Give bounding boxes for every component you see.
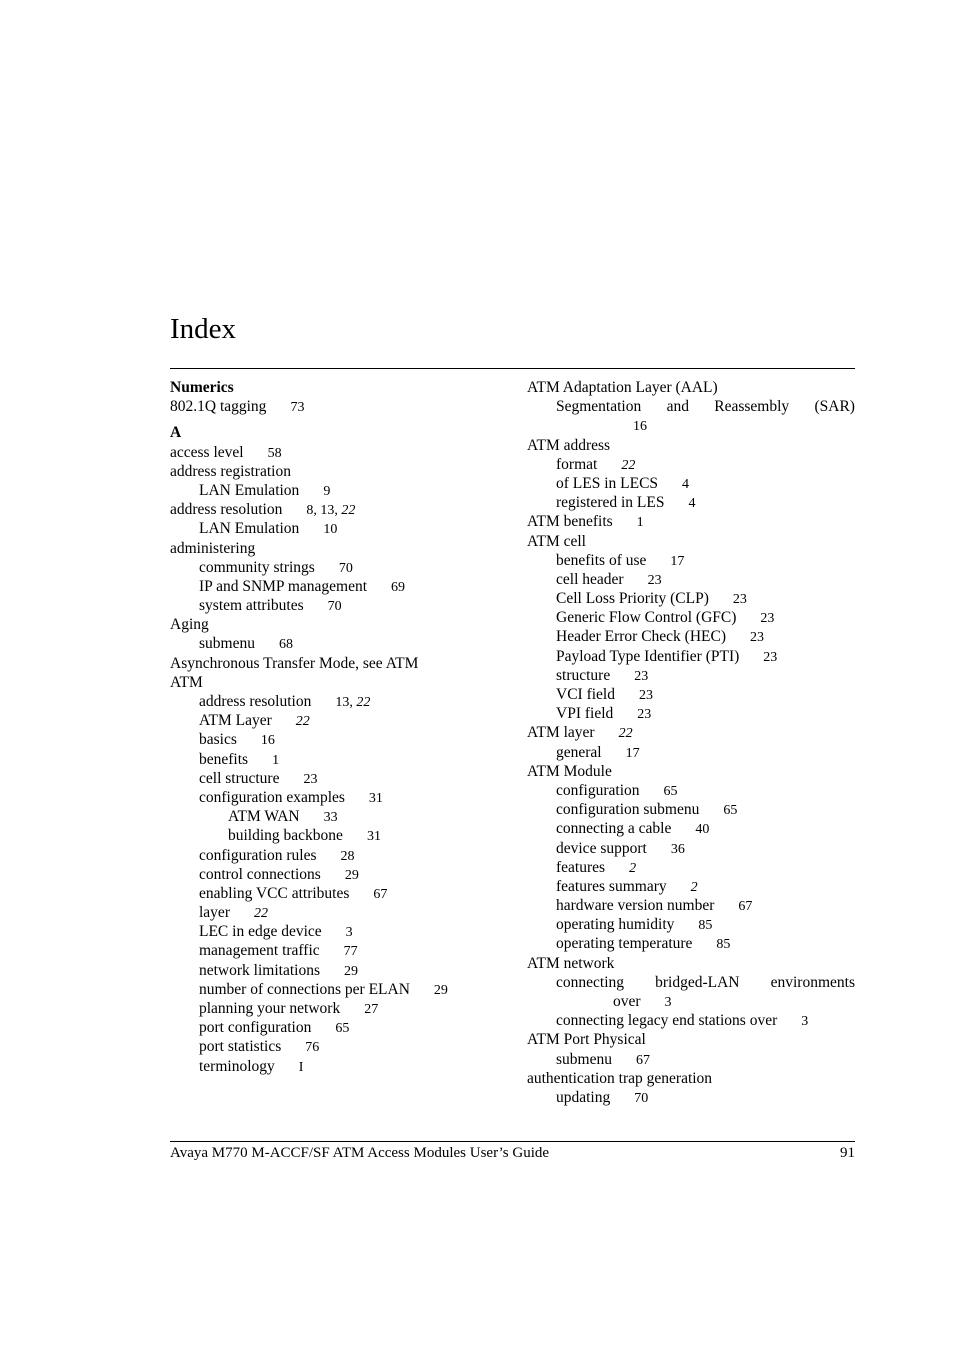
index-page-ref: 40 — [695, 822, 710, 838]
index-page-refs — [290, 400, 304, 415]
index-entry — [170, 634, 485, 653]
index-entry — [527, 858, 855, 877]
index-entry-term: A — [170, 424, 182, 442]
index-entry-term: Aging — [170, 616, 209, 634]
index-entry — [170, 673, 485, 692]
index-page-refs — [369, 791, 383, 806]
index-entry-term: registered in LES — [556, 494, 665, 512]
index-entry — [527, 512, 855, 531]
index-entry-term: basics — [199, 731, 237, 749]
index-entry-term: port statistics — [199, 1038, 282, 1056]
index-page-refs — [299, 1060, 304, 1075]
index-page-refs — [279, 637, 293, 652]
index-entry — [170, 903, 485, 922]
index-page-ref: 9 — [323, 483, 331, 499]
index-entry-term: authentication trap generation — [527, 1069, 713, 1087]
index-page-refs — [324, 810, 338, 825]
index-page-ref: 65 — [663, 783, 678, 799]
index-page-ref: 17 — [670, 553, 685, 569]
index-page-ref: 22 — [253, 906, 268, 922]
index-page-ref: 28 — [340, 848, 355, 864]
index-page-ref: 17 — [625, 745, 640, 761]
index-entry — [170, 1057, 485, 1076]
index-page-refs — [272, 753, 279, 768]
index-page-ref: 16 — [633, 419, 647, 435]
index-entry — [527, 877, 855, 896]
index-page-refs — [335, 695, 370, 710]
index-entry — [527, 589, 855, 608]
index-entry — [170, 730, 485, 749]
index-entry-word: environments — [770, 973, 855, 991]
index-page-ref: 65 — [723, 803, 738, 819]
index-page-refs — [303, 772, 317, 787]
index-page-refs — [344, 944, 358, 959]
index-page-ref: 36 — [670, 841, 685, 857]
index-entry-term: VCI field — [556, 686, 615, 703]
index-entry-term: Header Error Check (HEC) — [556, 628, 726, 646]
index-entry-term: VPI field — [556, 705, 614, 723]
index-entry — [170, 826, 485, 845]
index-entry-term: community strings — [199, 558, 315, 576]
index-page-ref: 76 — [305, 1040, 320, 1056]
index-entry-term: Cell Loss Priority (CLP) — [556, 590, 709, 608]
index-page-ref: 67 — [738, 899, 753, 915]
page-title: Index — [170, 313, 237, 345]
index-entry — [170, 711, 485, 730]
index-page-ref: 22 — [618, 726, 633, 742]
index-entry — [170, 692, 485, 711]
index-page-ref: 23 — [732, 592, 747, 608]
index-entry-term: ATM Module — [527, 762, 612, 780]
index-entry — [527, 973, 855, 992]
index-page-refs — [344, 964, 358, 979]
index-page-ref: 68 — [278, 637, 293, 653]
index-entry — [527, 915, 855, 934]
index-page-refs — [763, 650, 777, 665]
index-page-refs — [367, 829, 381, 844]
index-entry-term: address resolution — [199, 693, 312, 710]
index-page-refs — [801, 1014, 808, 1029]
index-page-refs — [619, 726, 633, 741]
index-entry-word: bridged-LAN — [655, 973, 740, 991]
index-page-refs — [341, 849, 355, 864]
footer-page-number: 91 — [840, 1145, 855, 1161]
index-page-ref: I — [298, 1059, 304, 1075]
index-entry — [527, 532, 855, 551]
index-entry — [170, 1037, 485, 1056]
index-entry-term: benefits of use — [556, 551, 647, 569]
index-entry — [170, 654, 485, 673]
index-page-refs — [339, 561, 353, 576]
index-entry — [170, 615, 485, 634]
index-page-ref: 3 — [801, 1014, 809, 1030]
index-entry-term: access level — [170, 443, 244, 461]
index-entry — [527, 819, 855, 838]
index-entry — [170, 999, 485, 1018]
index-entry-term: ATM layer — [527, 724, 595, 742]
index-entry-term: ATM benefits — [527, 513, 613, 531]
index-entry-term: connecting legacy end stations over — [556, 1012, 778, 1030]
index-page-ref: 23 — [634, 668, 649, 684]
index-entry — [527, 416, 855, 435]
index-page-refs — [434, 983, 448, 998]
index-entry — [527, 397, 855, 416]
index-entry — [170, 750, 485, 769]
index-page-ref: 1 — [272, 752, 280, 768]
index-entry — [170, 788, 485, 807]
index-page-ref: 70 — [338, 560, 353, 576]
index-page-ref: 10 — [323, 522, 338, 538]
index-page-refs — [621, 458, 635, 473]
index-page-ref: 4 — [682, 476, 690, 492]
index-page-ref: 70 — [327, 599, 342, 615]
index-page-ref: 3 — [345, 925, 353, 941]
index-entry-term: ATM cell — [527, 532, 586, 550]
index-page-ref: 8, 13, — [306, 503, 342, 519]
index-entry-term: ATM WAN — [228, 808, 300, 826]
index-entry-term: building backbone — [228, 827, 343, 845]
index-entry-term: Payload Type Identifier (PTI) — [556, 647, 740, 665]
index-entry — [527, 800, 855, 819]
index-page-refs — [639, 688, 653, 703]
index-entry-term: connecting a cable — [556, 820, 672, 838]
index-entry-term: LAN Emulation — [199, 520, 300, 538]
index-section-heading — [170, 378, 485, 397]
index-page-ref: 33 — [323, 810, 338, 826]
index-entry — [527, 839, 855, 858]
index-entry — [170, 558, 485, 577]
index-page-ref: 23 — [750, 630, 764, 646]
index-page-refs — [691, 880, 698, 895]
index-entry-word: Segmentation — [556, 398, 642, 416]
index-entry — [170, 539, 485, 558]
index-entry — [170, 519, 485, 538]
index-page-ref: 85 — [716, 937, 731, 953]
index-section-heading — [170, 423, 485, 442]
index-page-ref: 13, — [335, 695, 357, 710]
index-page-refs — [254, 906, 268, 921]
footer-divider — [170, 1141, 855, 1142]
index-entry-term: address registration — [170, 462, 291, 480]
index-entry-term: format — [556, 455, 598, 473]
index-entry-term: configuration — [556, 781, 640, 799]
index-entry — [527, 1088, 855, 1107]
index-page-ref: 22 — [356, 695, 371, 710]
index-page-refs — [637, 707, 651, 722]
index-entry — [527, 954, 855, 973]
index-entry-term: operating humidity — [556, 916, 675, 934]
index-entry-term: submenu — [199, 635, 255, 653]
index-entry-term: device support — [556, 839, 647, 857]
index-entry-term: operating temperature — [556, 935, 693, 953]
index-entry-term: Asynchronous Transfer Mode, see ATM — [170, 654, 419, 672]
index-page-refs — [716, 937, 730, 952]
index-entry — [527, 647, 855, 666]
index-page-ref: 2 — [690, 879, 698, 895]
index-entry-term: benefits — [199, 750, 249, 768]
index-entry-term: planning your network — [199, 1000, 341, 1017]
index-entry — [527, 608, 855, 627]
index-page-refs — [633, 419, 647, 434]
index-page-ref: 23 — [303, 771, 318, 787]
index-entry-term: features summary — [556, 877, 667, 895]
index-entry-term: configuration rules — [199, 846, 317, 864]
index-entry-term: IP and SNMP management — [199, 577, 368, 595]
index-column-right — [527, 378, 855, 1107]
index-page-ref: 1 — [636, 515, 644, 531]
index-entry — [527, 762, 855, 781]
index-page-ref: 31 — [368, 790, 383, 806]
index-page-refs — [723, 803, 737, 818]
index-entry-term: 802.1Q tagging — [170, 398, 267, 416]
index-page-ref: 85 — [698, 918, 713, 934]
index-page-ref: 58 — [267, 445, 282, 461]
index-entry — [527, 627, 855, 646]
index-entry — [527, 1069, 855, 1088]
index-entry-term: administering — [170, 539, 256, 557]
index-page-ref: 3 — [664, 995, 672, 1010]
index-entry-term: hardware version number — [556, 897, 715, 915]
index-page-refs — [648, 573, 662, 588]
index-entry — [170, 481, 485, 500]
index-page-refs — [629, 861, 636, 876]
index-entry — [527, 1030, 855, 1049]
index-entry-word: (SAR) — [814, 398, 855, 416]
index-page-ref: 23 — [647, 572, 662, 588]
index-page-refs — [688, 496, 695, 511]
index-entry-term: cell header — [556, 570, 624, 588]
index-page-ref: 31 — [366, 829, 381, 845]
index-entry — [170, 846, 485, 865]
index-page-refs — [261, 733, 275, 748]
index-page-ref: 70 — [634, 1090, 649, 1106]
index-page-ref: 29 — [344, 867, 359, 883]
index-entry-term: port configuration — [199, 1019, 312, 1037]
index-entry-term: Generic Flow Control (GFC) — [556, 609, 737, 627]
footer-document-title: Avaya M770 M-ACCF/SF ATM Access Modules User’s Guide — [170, 1145, 550, 1161]
index-page-ref: 67 — [373, 886, 388, 902]
index-entry-word: Reassembly — [714, 398, 790, 416]
index-page-refs — [626, 746, 640, 761]
index-column-left — [170, 378, 485, 1076]
index-page-ref: 73 — [290, 400, 305, 416]
index-entry-term: Numerics — [170, 379, 234, 396]
index-page-ref: 23 — [763, 649, 778, 665]
index-entry — [527, 992, 855, 1011]
index-page-ref: 69 — [391, 579, 406, 595]
index-page-refs — [634, 669, 648, 684]
index-entry-term: address resolution — [170, 501, 283, 519]
index-entry — [527, 743, 855, 762]
index-entry-term: control connections — [199, 865, 321, 883]
index-page-refs — [698, 918, 712, 933]
index-entry-term: features — [556, 858, 606, 876]
index-page-refs — [738, 899, 752, 914]
index-page-refs — [328, 599, 342, 614]
index-entry — [170, 961, 485, 980]
index-entry — [527, 474, 855, 493]
index-entry — [527, 704, 855, 723]
index-entry — [170, 443, 485, 462]
index-entry-term: LAN Emulation — [199, 481, 300, 499]
index-page-refs — [636, 1053, 650, 1068]
index-page-refs — [373, 887, 387, 902]
index-entry — [527, 934, 855, 953]
index-page-refs — [305, 1040, 319, 1055]
index-page-refs — [695, 822, 709, 837]
index-entry-term: structure — [556, 666, 611, 684]
index-entry-term: over — [613, 993, 641, 1010]
index-entry-term: enabling VCC attributes — [199, 884, 350, 902]
title-divider — [170, 368, 855, 369]
index-page-refs — [296, 714, 310, 729]
index-entry — [527, 666, 855, 685]
index-entry — [527, 685, 855, 704]
index-entry-term: configuration submenu — [556, 801, 700, 819]
index-entry — [527, 781, 855, 800]
index-page-ref: 22 — [621, 457, 636, 473]
index-page-ref: 65 — [335, 1021, 350, 1037]
index-entry-term: ATM Layer — [199, 712, 272, 730]
index-entry — [170, 941, 485, 960]
index-entry — [527, 570, 855, 589]
index-entry — [527, 455, 855, 474]
index-page-refs — [750, 630, 764, 645]
index-entry-term: configuration examples — [199, 788, 345, 806]
index-page-ref: 23 — [637, 707, 652, 723]
index-entry-word: connecting — [556, 973, 625, 991]
index-page-refs — [306, 503, 355, 518]
index-page-ref: 23 — [638, 688, 653, 703]
index-page-ref: 22 — [341, 503, 356, 519]
index-entry-term: cell structure — [199, 769, 280, 787]
index-page-refs — [323, 522, 337, 537]
index-page-refs — [682, 477, 689, 492]
index-entry-term: LEC in edge device — [199, 923, 322, 941]
index-entry-term: management traffic — [199, 942, 320, 960]
index-entry-word: and — [666, 398, 689, 416]
index-entry — [170, 500, 485, 519]
index-page-refs — [335, 1021, 349, 1036]
index-entry — [170, 1018, 485, 1037]
index-entry-term: system attributes — [199, 597, 304, 615]
index-entry — [527, 723, 855, 742]
index-entry-term: ATM address — [527, 436, 611, 454]
index-entry — [527, 896, 855, 915]
index-page-refs — [634, 1091, 648, 1106]
index-entry-term: layer — [199, 904, 230, 922]
index-page-ref: 23 — [760, 611, 775, 627]
index-page-ref: 22 — [295, 714, 310, 730]
index-page-refs — [391, 580, 405, 595]
index-page-refs — [670, 554, 684, 569]
index-entry-term: of LES in LECS — [556, 474, 659, 492]
index-entry-term: general — [556, 743, 602, 761]
index-entry — [527, 436, 855, 455]
index-page-refs — [664, 784, 678, 799]
index-entry — [527, 551, 855, 570]
index-entry-term: network limitations — [199, 961, 320, 979]
index-page-refs — [760, 611, 774, 626]
index-entry — [170, 596, 485, 615]
index-page-refs — [346, 925, 353, 940]
index-page-refs — [345, 868, 359, 883]
index-entry — [170, 884, 485, 903]
index-entry — [170, 980, 485, 999]
index-entry-term: ATM Port Physical — [527, 1031, 646, 1049]
index-entry-term: number of connections per ELAN — [199, 980, 410, 998]
index-entry-term: updating — [556, 1088, 611, 1106]
index-page-refs — [637, 515, 644, 530]
index-entry — [527, 1050, 855, 1069]
index-entry — [527, 493, 855, 512]
index-entry — [170, 462, 485, 481]
index-page-ref: 27 — [364, 1002, 379, 1017]
index-entry — [170, 769, 485, 788]
index-entry — [170, 865, 485, 884]
index-page-ref: 29 — [433, 982, 448, 998]
index-entry — [527, 1011, 855, 1030]
index-page-ref: 4 — [688, 496, 696, 512]
index-entry-term: ATM — [170, 673, 203, 691]
index-page-ref: 16 — [260, 733, 275, 749]
index-entry — [170, 397, 485, 416]
index-page-ref: 77 — [343, 944, 358, 960]
index-page-ref: 2 — [629, 860, 637, 876]
index-entry-term: ATM network — [527, 954, 615, 972]
index-entry — [170, 922, 485, 941]
index-entry — [527, 378, 855, 397]
index-page-ref: 29 — [343, 963, 358, 979]
index-entry-term: submenu — [556, 1050, 612, 1068]
index-page-refs — [364, 1002, 378, 1017]
index-entry-term: ATM Adaptation Layer (AAL) — [527, 379, 718, 396]
index-page-refs — [733, 592, 747, 607]
index-entry-term: terminology — [199, 1057, 275, 1075]
index-page-refs — [671, 842, 685, 857]
index-entry — [170, 807, 485, 826]
index-entry — [170, 577, 485, 596]
index-page-ref: 67 — [635, 1052, 650, 1068]
index-page-refs — [665, 995, 672, 1010]
index-page-refs — [323, 484, 330, 499]
index-page-refs — [268, 446, 282, 461]
